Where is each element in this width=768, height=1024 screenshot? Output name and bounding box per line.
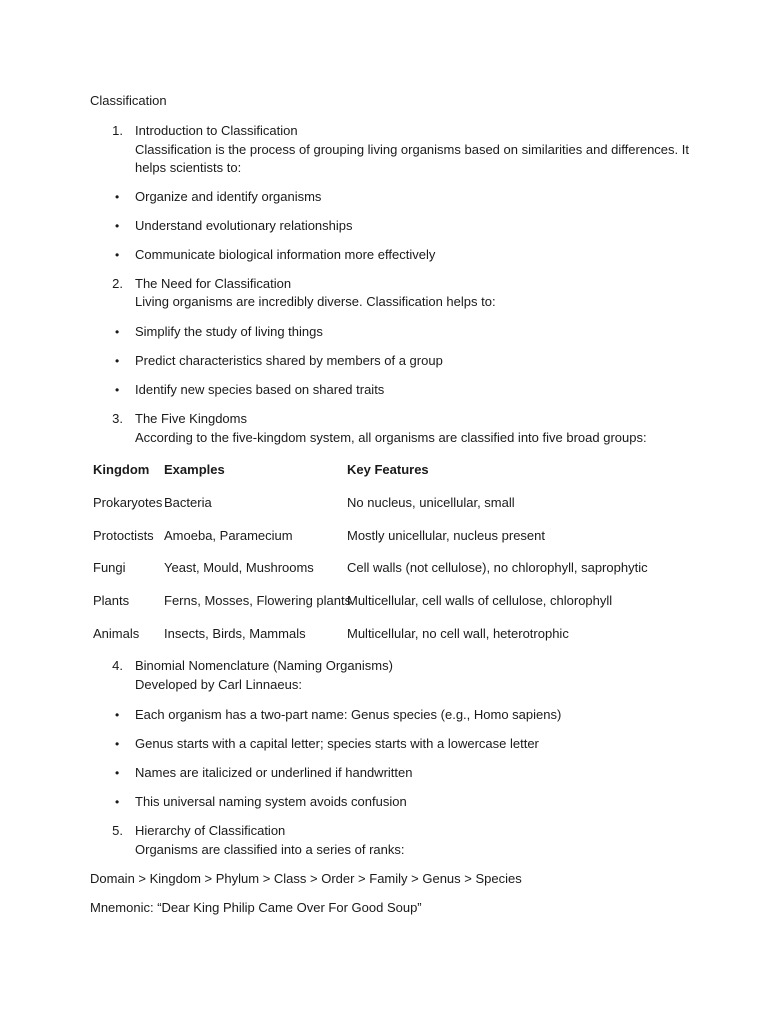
mnemonic-line: Mnemonic: “Dear King Philip Came Over For Good Soup” bbox=[90, 900, 422, 915]
section-number: 1. bbox=[112, 123, 123, 138]
bullet-icon: • bbox=[115, 219, 120, 233]
table-cell: Bacteria bbox=[164, 495, 212, 510]
table-cell: Multicellular, cell walls of cellulose, chlorophyll bbox=[347, 593, 613, 608]
section-intro: Developed by Carl Linnaeus: bbox=[135, 677, 302, 692]
section-heading: Binomial Nomenclature (Naming Organisms) bbox=[135, 658, 393, 673]
section-heading: The Need for Classification bbox=[135, 276, 292, 291]
section-number: 4. bbox=[112, 658, 123, 673]
bullet-icon: • bbox=[115, 190, 120, 204]
list-item: Genus starts with a capital letter; species starts with a lowercase letter bbox=[135, 736, 539, 751]
list-item: Organize and identify organisms bbox=[135, 189, 322, 204]
table-header-cell: Examples bbox=[164, 462, 225, 477]
table-header-cell: Key Features bbox=[347, 462, 429, 477]
table-cell: Fungi bbox=[93, 560, 126, 575]
table-cell: Insects, Birds, Mammals bbox=[164, 626, 306, 641]
table-header-cell: Kingdom bbox=[93, 462, 150, 477]
section-heading: Hierarchy of Classification bbox=[135, 823, 286, 838]
table-cell: Animals bbox=[93, 626, 140, 641]
table-cell: Mostly unicellular, nucleus present bbox=[347, 528, 545, 543]
table-cell: Amoeba, Paramecium bbox=[164, 528, 293, 543]
bullet-icon: • bbox=[115, 737, 120, 751]
table-cell: Plants bbox=[93, 593, 130, 608]
table-cell: Multicellular, no cell wall, heterotrophic bbox=[347, 626, 569, 641]
list-item: This universal naming system avoids confusion bbox=[135, 794, 407, 809]
section-number: 3. bbox=[112, 411, 123, 426]
bullet-icon: • bbox=[115, 248, 120, 262]
section-intro: According to the five-kingdom system, all organisms are classified into five broad groups: bbox=[135, 430, 647, 445]
list-item: Names are italicized or underlined if handwritten bbox=[135, 765, 413, 780]
list-item: Predict characteristics shared by members of a group bbox=[135, 353, 443, 368]
table-cell: Ferns, Mosses, Flowering plants bbox=[164, 593, 352, 608]
section-intro: Classification is the process of grouping living organisms based on similarities and differences. It bbox=[135, 142, 689, 157]
list-item: Identify new species based on shared traits bbox=[135, 382, 385, 397]
bullet-icon: • bbox=[115, 325, 120, 339]
section-heading: Introduction to Classification bbox=[135, 123, 298, 138]
bullet-icon: • bbox=[115, 766, 120, 780]
table-cell: No nucleus, unicellular, small bbox=[347, 495, 515, 510]
list-item: Simplify the study of living things bbox=[135, 324, 323, 339]
section-heading: The Five Kingdoms bbox=[135, 411, 247, 426]
table-cell: Yeast, Mould, Mushrooms bbox=[164, 560, 314, 575]
bullet-icon: • bbox=[115, 354, 120, 368]
bullet-icon: • bbox=[115, 383, 120, 397]
section-intro: helps scientists to: bbox=[135, 160, 242, 175]
bullet-icon: • bbox=[115, 795, 120, 809]
table-cell: Cell walls (not cellulose), no chlorophyll, saprophytic bbox=[347, 560, 648, 575]
hierarchy-line: Domain > Kingdom > Phylum > Class > Order > Family > Genus > Species bbox=[90, 871, 522, 886]
table-cell: Prokaryotes bbox=[93, 495, 163, 510]
section-number: 2. bbox=[112, 276, 123, 291]
section-number: 5. bbox=[112, 823, 123, 838]
section-intro: Organisms are classified into a series of ranks: bbox=[135, 842, 405, 857]
list-item: Communicate biological information more effectively bbox=[135, 247, 436, 262]
document-title: Classification bbox=[90, 93, 167, 108]
table-cell: Protoctists bbox=[93, 528, 154, 543]
bullet-icon: • bbox=[115, 708, 120, 722]
section-intro: Living organisms are incredibly diverse. Classification helps to: bbox=[135, 294, 496, 309]
list-item: Each organism has a two-part name: Genus species (e.g., Homo sapiens) bbox=[135, 707, 562, 722]
list-item: Understand evolutionary relationships bbox=[135, 218, 353, 233]
